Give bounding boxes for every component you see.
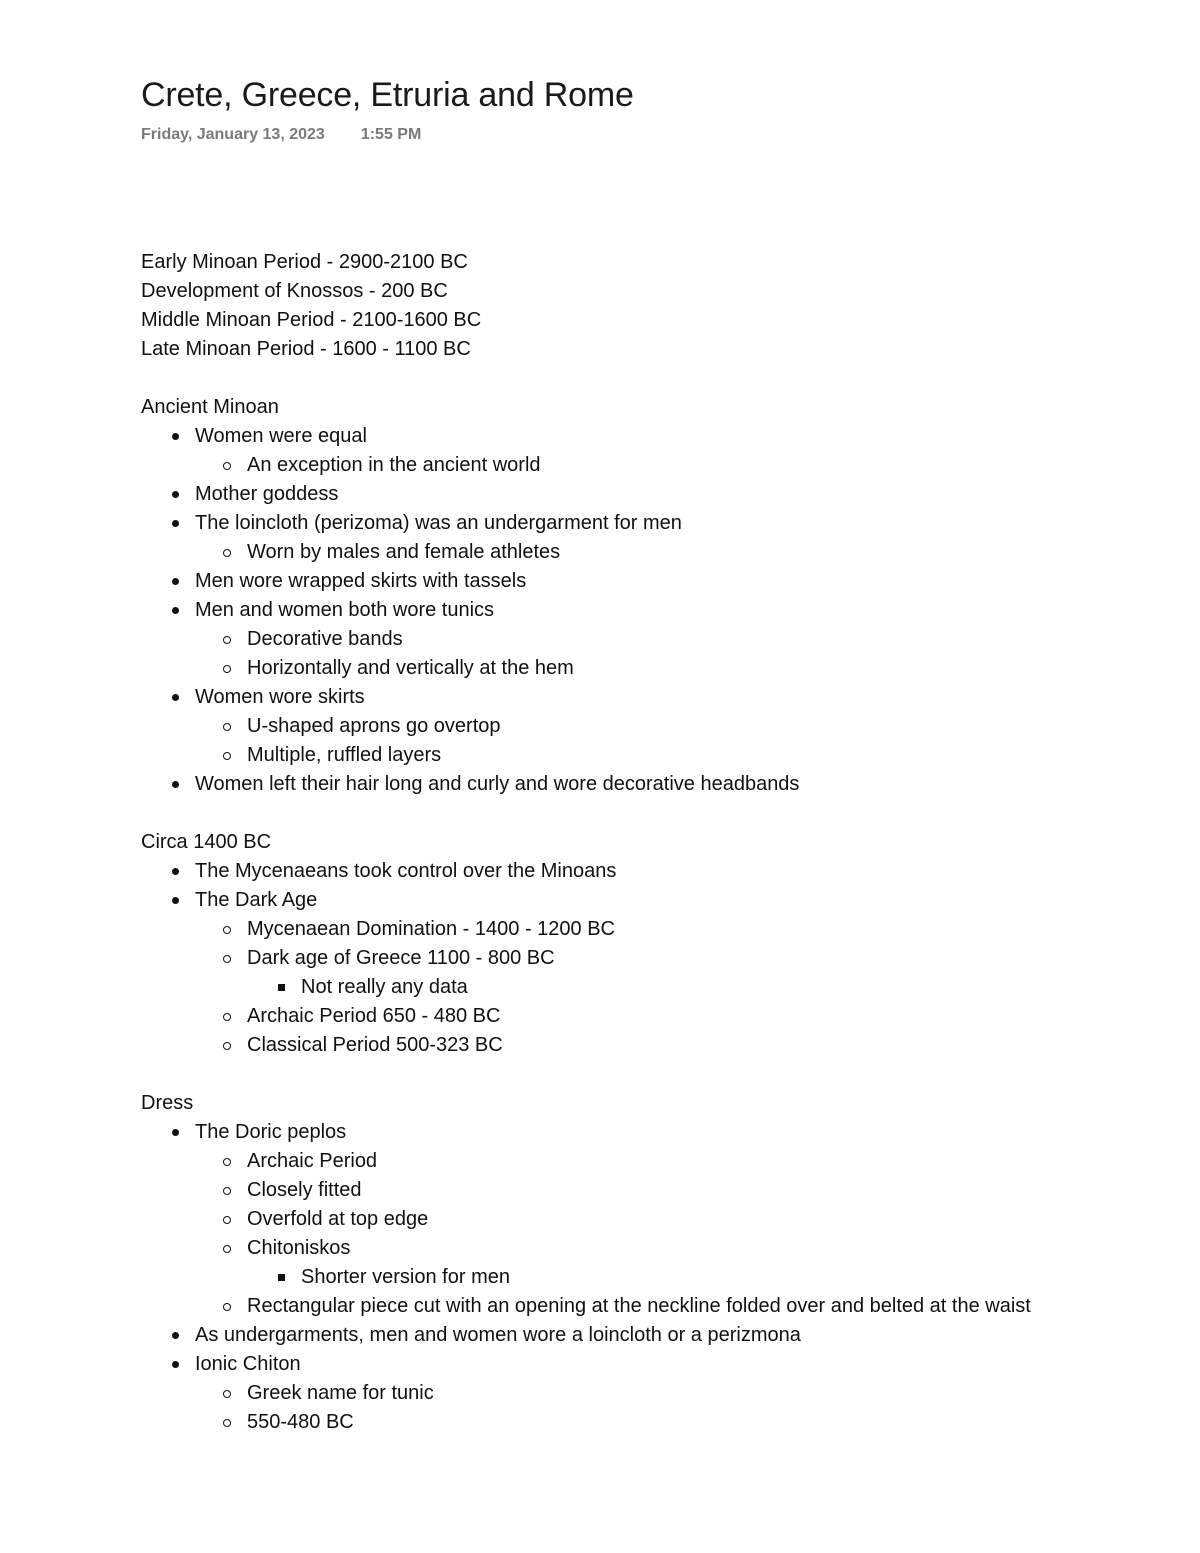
list-item: The Dark Age (141, 886, 1141, 915)
bullet-icon (165, 422, 185, 451)
section-heading: Dress (141, 1092, 194, 1114)
list-item: Women were equal (141, 422, 1141, 451)
circle-bullet-icon (217, 451, 237, 480)
bullet-icon (165, 1321, 185, 1350)
note-body[interactable] (141, 248, 1141, 1437)
list-item: U-shaped aprons go overtop (141, 712, 1141, 741)
note-date: Friday, January 13, 2023 (141, 126, 325, 143)
list-item: Men wore wrapped skirts with tassels (141, 567, 1141, 596)
list-item: Men and women both wore tunics (141, 596, 1141, 625)
list-item: Closely fitted (141, 1176, 1141, 1205)
circle-bullet-icon (217, 915, 237, 944)
bullet-icon (165, 596, 185, 625)
circle-bullet-icon (217, 944, 237, 973)
section-heading: Ancient Minoan (141, 396, 279, 418)
circle-bullet-icon (217, 1002, 237, 1031)
circle-bullet-icon (217, 1234, 237, 1263)
circle-bullet-icon (217, 1408, 237, 1437)
period-line: Late Minoan Period - 1600 - 1100 BC (141, 338, 471, 360)
circle-bullet-icon (217, 625, 237, 654)
section-heading: Circa 1400 BC (141, 831, 272, 853)
list-item: Archaic Period 650 - 480 BC (141, 1002, 1141, 1031)
list-item: Mother goddess (141, 480, 1141, 509)
circle-bullet-icon (217, 1205, 237, 1234)
list-item: As undergarments, men and women wore a loincloth or a perizmona (141, 1321, 1141, 1350)
list-item: 550-480 BC (141, 1408, 1141, 1437)
list-item: The Mycenaeans took control over the Minoans (141, 857, 1141, 886)
circle-bullet-icon (217, 538, 237, 567)
bullet-icon (165, 857, 185, 886)
bullet-icon (165, 770, 185, 799)
bullet-icon (165, 886, 185, 915)
dress-list (141, 1118, 1141, 1437)
list-item: Multiple, ruffled layers (141, 741, 1141, 770)
note-page (141, 70, 1141, 1433)
circle-bullet-icon (217, 1147, 237, 1176)
list-item: Classical Period 500-323 BC (141, 1031, 1141, 1060)
bullet-icon (165, 567, 185, 596)
list-item: Dark age of Greece 1100 - 800 BC (141, 944, 1141, 973)
bullet-icon (165, 1118, 185, 1147)
list-item: Worn by males and female athletes (141, 538, 1141, 567)
circle-bullet-icon (217, 1031, 237, 1060)
list-item: Shorter version for men (141, 1263, 1141, 1292)
circle-bullet-icon (217, 1176, 237, 1205)
circle-bullet-icon (217, 654, 237, 683)
list-item: Greek name for tunic (141, 1379, 1141, 1408)
list-item: Archaic Period (141, 1147, 1141, 1176)
circle-bullet-icon (217, 741, 237, 770)
square-bullet-icon (271, 973, 291, 1002)
note-time: 1:55 PM (360, 126, 422, 143)
list-item: An exception in the ancient world (141, 451, 1141, 480)
bullet-icon (165, 1350, 185, 1379)
list-item: Not really any data (141, 973, 1141, 1002)
list-item: Women left their hair long and curly and wore decorative headbands (141, 770, 1141, 799)
square-bullet-icon (271, 1263, 291, 1292)
period-line: Early Minoan Period - 2900-2100 BC (141, 251, 468, 273)
list-item: The Doric peplos (141, 1118, 1141, 1147)
list-item: Women wore skirts (141, 683, 1141, 712)
circle-bullet-icon (217, 1379, 237, 1408)
note-timestamp (141, 124, 1141, 146)
bullet-icon (165, 480, 185, 509)
circle-bullet-icon (217, 712, 237, 741)
circa-list (141, 857, 1141, 1060)
list-item: Rectangular piece cut with an opening at the neckline folded over and belted at the waist (141, 1292, 1141, 1321)
list-item: The loincloth (perizoma) was an undergarment for men (141, 509, 1141, 538)
bullet-icon (165, 509, 185, 538)
list-item: Ionic Chiton (141, 1350, 1141, 1379)
list-item: Decorative bands (141, 625, 1141, 654)
list-item: Horizontally and vertically at the hem (141, 654, 1141, 683)
period-line: Development of Knossos - 200 BC (141, 280, 448, 302)
list-item: Chitoniskos (141, 1234, 1141, 1263)
page-title: Crete, Greece, Etruria and Rome (141, 76, 634, 114)
bullet-icon (165, 683, 185, 712)
list-item: Mycenaean Domination - 1400 - 1200 BC (141, 915, 1141, 944)
circle-bullet-icon (217, 1292, 237, 1321)
list-item: Overfold at top edge (141, 1205, 1141, 1234)
period-line: Middle Minoan Period - 2100-1600 BC (141, 309, 482, 331)
minoan-list (141, 422, 1141, 799)
